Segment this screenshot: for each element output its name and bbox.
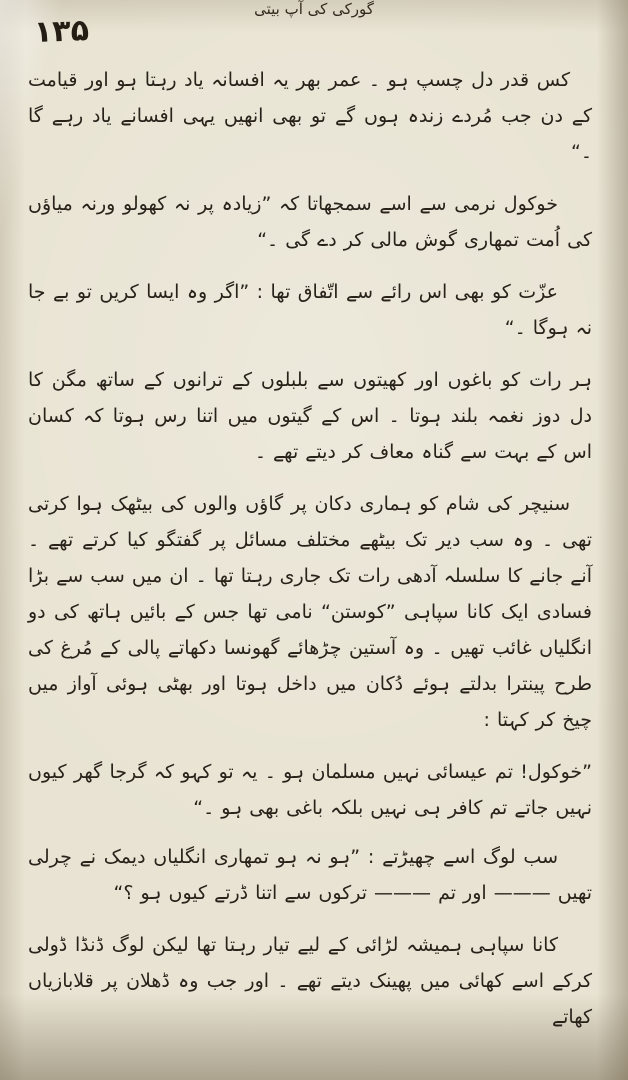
paragraph-1: کس قدر دل چسپ ہو ۔ عمر بھر یہ افسانہ یاد رہتا ہو اور قیامت کے دن جب مُردے زندہ ہوں گے تو بھی انھیں یہی افسانے یاد رہے گا ۔“ (28, 69, 592, 163)
paragraph-8: کانا سپاہی ہمیشہ لڑائی کے لیے تیار رہتا تھا لیکن لوگ ڈنڈا ڈولی کرکے اسے کھائی میں پھینک دیتے تھے ۔ اور جب وہ ڈھلان پر قلابازیاں کھاتے (28, 934, 592, 1028)
paragraph-4: ہر رات کو باغوں اور کھیتوں سے بلبلوں کے ترانوں کے ساتھ مگن کا دل دوز نغمہ بلند ہوتا ۔ اس کے گیتوں میں اتنا رس ہوتا کہ کسان اس کے بہت سے گناہ معاف کر دیتے تھے ۔ (28, 369, 592, 463)
paragraph-7: سب لوگ اسے چھیڑتے : ”ہو نہ ہو تمھاری انگلیاں دیمک نے چرلی تھیں ——— اور تم ——— ترکوں سے اتنا ڈرتے کیوں ہو ؟“ (28, 846, 592, 904)
running-header: گورکی کی آپ بیتی (254, 0, 374, 18)
body-text (28, 62, 592, 1048)
page-number: ۱۳۵ (33, 13, 90, 50)
paragraph-6: ”خوکول! تم عیسائی نہیں مسلمان ہو ۔ یہ تو کہو کہ گرجا گھر کیوں نہیں جاتے تم کافر ہی نہیں بلکہ باغی بھی ہو ۔“ (28, 761, 592, 819)
paragraph-5: سنیچر کی شام کو ہماری دکان پر گاؤں والوں کی بیٹھک ہوا کرتی تھی ۔ وہ سب دیر تک بیٹھے مختلف مسائل پر گفتگو کیا کرتے تھے ۔ آنے جانے کا سلسلہ آدھی رات تک جاری رہتا تھا ۔ ان میں سب سے بڑا فسادی ایک کانا سپاہی ”کوستن“ نامی تھا جس کے بائیں ہاتھ کی دو انگلیاں غائب تھیں ۔ وہ آستین چڑھائے گھونسا دکھاتے پالی کے مُرغ کی طرح پینترا بدلتے ہوئے دُکان میں داخل ہوتا اور بھٹی ہوئی آواز میں چیخ کر کہتا : (28, 493, 592, 731)
paragraph-2: خوکول نرمی سے اسے سمجھاتا کہ ”زیادہ پر نہ کھولو ورنہ میاؤں کی اُمت تمھاری گوش مالی کر دے گی ۔“ (28, 193, 592, 251)
paragraph-3: عزّت کو بھی اس رائے سے اتّفاق تھا : ”اگر وہ ایسا کریں تو بے جا نہ ہوگا ۔“ (28, 281, 592, 339)
